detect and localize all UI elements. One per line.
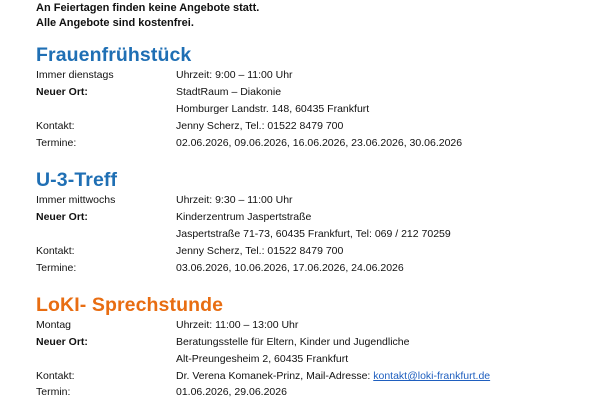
row-value: Jaspertstraße 71-73, 60435 Frankfurt, Tel: 069 / 212 70259 bbox=[176, 228, 451, 240]
row-label: Kontakt: bbox=[36, 370, 75, 382]
row-value: Uhrzeit: 9:30 – 11:00 Uhr bbox=[176, 194, 293, 206]
row-label: Montag bbox=[36, 319, 72, 331]
dates-row bbox=[0, 260, 600, 277]
row-value: Beratungsstelle für Eltern, Kinder und Jugendliche bbox=[176, 336, 410, 348]
row-value: StadtRaum – Diakonie bbox=[176, 86, 282, 98]
schedule-row bbox=[0, 317, 600, 334]
row-value: Uhrzeit: 11:00 – 13:00 Uhr bbox=[176, 319, 299, 331]
row-value: 02.06.2026, 09.06.2026, 16.06.2026, 23.06.2026, 30.06.2026 bbox=[176, 137, 463, 149]
row-value: Kinderzentrum Jaspertstraße bbox=[176, 211, 312, 223]
email-link[interactable]: kontakt@loki-frankfurt.de bbox=[373, 370, 491, 382]
contact-row bbox=[0, 368, 600, 385]
row-value bbox=[176, 368, 490, 385]
row-value: Uhrzeit: 9:00 – 11:00 Uhr bbox=[176, 69, 293, 81]
section-title-frauenfruehstueck: Frauenfrühstück bbox=[36, 44, 192, 66]
row-label: Neuer Ort: bbox=[36, 86, 88, 98]
location-row bbox=[0, 334, 600, 351]
row-label: Immer mittwochs bbox=[36, 194, 116, 206]
intro-holiday-note: An Feiertagen finden keine Angebote statt. bbox=[36, 2, 260, 14]
row-value: Jenny Scherz, Tel.: 01522 8479 700 bbox=[176, 120, 344, 132]
intro-free-note: Alle Angebote sind kostenfrei. bbox=[36, 17, 194, 29]
location-row bbox=[0, 209, 600, 226]
schedule-row bbox=[0, 67, 600, 84]
address-row bbox=[0, 351, 600, 368]
address-row bbox=[0, 101, 600, 118]
section-title-u3-treff: U-3-Treff bbox=[36, 169, 118, 191]
dates-row bbox=[0, 384, 600, 401]
row-label: Termine: bbox=[36, 137, 77, 149]
schedule-row bbox=[0, 192, 600, 209]
row-label: Kontakt: bbox=[36, 245, 75, 257]
row-value: 01.06.2026, 29.06.2026 bbox=[176, 386, 287, 398]
row-label: Immer dienstags bbox=[36, 69, 114, 81]
row-label: Neuer Ort: bbox=[36, 336, 88, 348]
row-label: Neuer Ort: bbox=[36, 211, 88, 223]
contact-text: Dr. Verena Komanek-Prinz, Mail-Adresse: bbox=[176, 370, 374, 382]
contact-row bbox=[0, 118, 600, 135]
location-row bbox=[0, 84, 600, 101]
row-label: Termin: bbox=[36, 386, 71, 398]
row-label: Kontakt: bbox=[36, 120, 75, 132]
row-value: Jenny Scherz, Tel.: 01522 8479 700 bbox=[176, 245, 344, 257]
dates-row bbox=[0, 135, 600, 152]
row-value: 03.06.2026, 10.06.2026, 17.06.2026, 24.06.2026 bbox=[176, 262, 404, 274]
address-row bbox=[0, 226, 600, 243]
row-value: Alt-Preungesheim 2, 60435 Frankfurt bbox=[176, 353, 349, 365]
row-value: Homburger Landstr. 148, 60435 Frankfurt bbox=[176, 103, 370, 115]
contact-row bbox=[0, 243, 600, 260]
row-label: Termine: bbox=[36, 262, 77, 274]
section-title-loki-sprechstunde: LoKI- Sprechstunde bbox=[36, 294, 224, 316]
